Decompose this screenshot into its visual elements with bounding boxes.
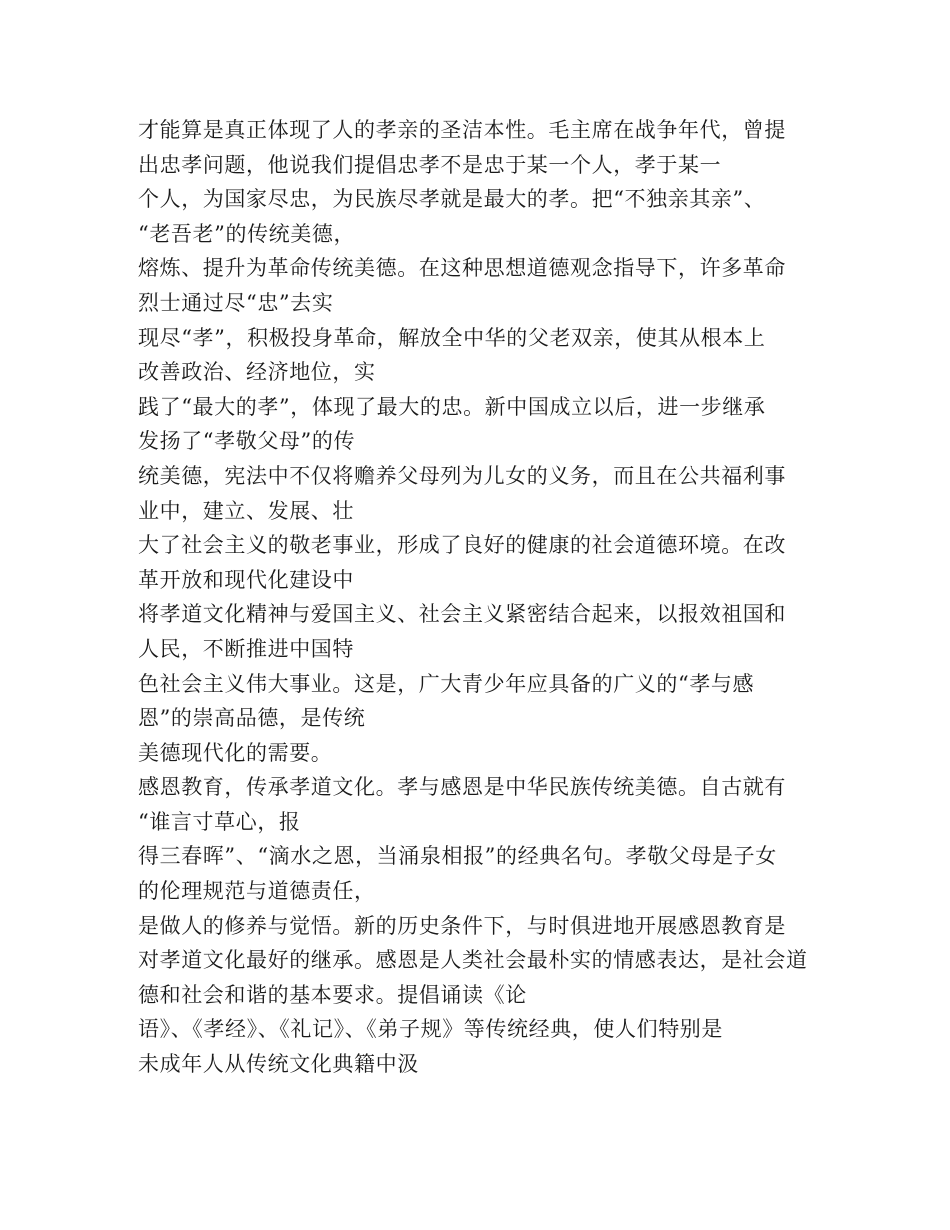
text-line: 德和社会和谐的基本要求。提倡诵读《论: [138, 982, 527, 1007]
text-line: 烈士通过尽“忠”去实: [138, 290, 334, 315]
text-line: 得三春晖”、“滴水之恩，当涌泉相报”的经典名句。孝敬父母是子女: [138, 844, 777, 869]
text-line: “老吾老”的传统美德，: [138, 221, 356, 246]
document-body: [138, 113, 818, 1082]
text-line: 统美德，宪法中不仅将赡养父母列为儿女的义务，而且在公共福利事: [138, 463, 786, 488]
text-line: 发扬了“孝敬父母”的传: [138, 429, 356, 454]
text-line: 将孝道文化精神与爱国主义、社会主义紧密结合起来，以报效祖国和: [138, 602, 786, 627]
text-line: 个人，为国家尽忠，为民族尽孝就是最大的孝。把“不独亲其亲”、: [138, 187, 766, 212]
text-line: 熔炼、提升为革命传统美德。在这种思想道德观念指导下，许多革命: [138, 256, 786, 281]
text-line: 革开放和现代化建设中: [138, 567, 354, 592]
text-line: “谁言寸草心，报: [138, 809, 301, 834]
text-line: 是做人的修养与觉悟。新的历史条件下，与时俱进地开展感恩教育是: [138, 913, 786, 938]
text-line: 感恩教育，传承孝道文化。孝与感恩是中华民族传统美德。自古就有: [138, 775, 786, 800]
text-line: 才能算是真正体现了人的孝亲的圣洁本性。毛主席在战争年代，曾提: [138, 118, 786, 142]
text-line: 色社会主义伟大事业。这是，广大青少年应具备的广义的“孝与感: [138, 671, 755, 696]
text-line: 未成年人从传统文化典籍中汲: [138, 1052, 419, 1077]
text-line: 改善政治、经济地位，实: [138, 360, 376, 385]
text-line: 人民，不断推进中国特: [138, 636, 354, 661]
text-line: 现尽“孝”，积极投身革命，解放全中华的父老双亲，使其从根本上: [138, 325, 766, 350]
text-line: 恩”的崇高品德，是传统: [138, 706, 366, 731]
text-line: 出忠孝问题，他说我们提倡忠孝不是忠于某一个人，孝于某一: [138, 152, 722, 177]
text-line: 美德现代化的需要。: [138, 740, 333, 765]
text-line: 践了“最大的孝”，体现了最大的忠。新中国成立以后，进一步继承: [138, 394, 766, 419]
text-line: 对孝道文化最好的继承。感恩是人类社会最朴实的情感表达，是社会道: [138, 948, 808, 973]
text-line: 大了社会主义的敬老事业，形成了良好的健康的社会道德环境。在改: [138, 533, 786, 558]
text-line: 语》、《孝经》、《礼记》、《弟子规》等传统经典，使人们特别是: [138, 1017, 723, 1042]
text-line: 的伦理规范与道德责任，: [138, 879, 376, 904]
text-line: 业中，建立、发展、壮: [138, 498, 354, 523]
